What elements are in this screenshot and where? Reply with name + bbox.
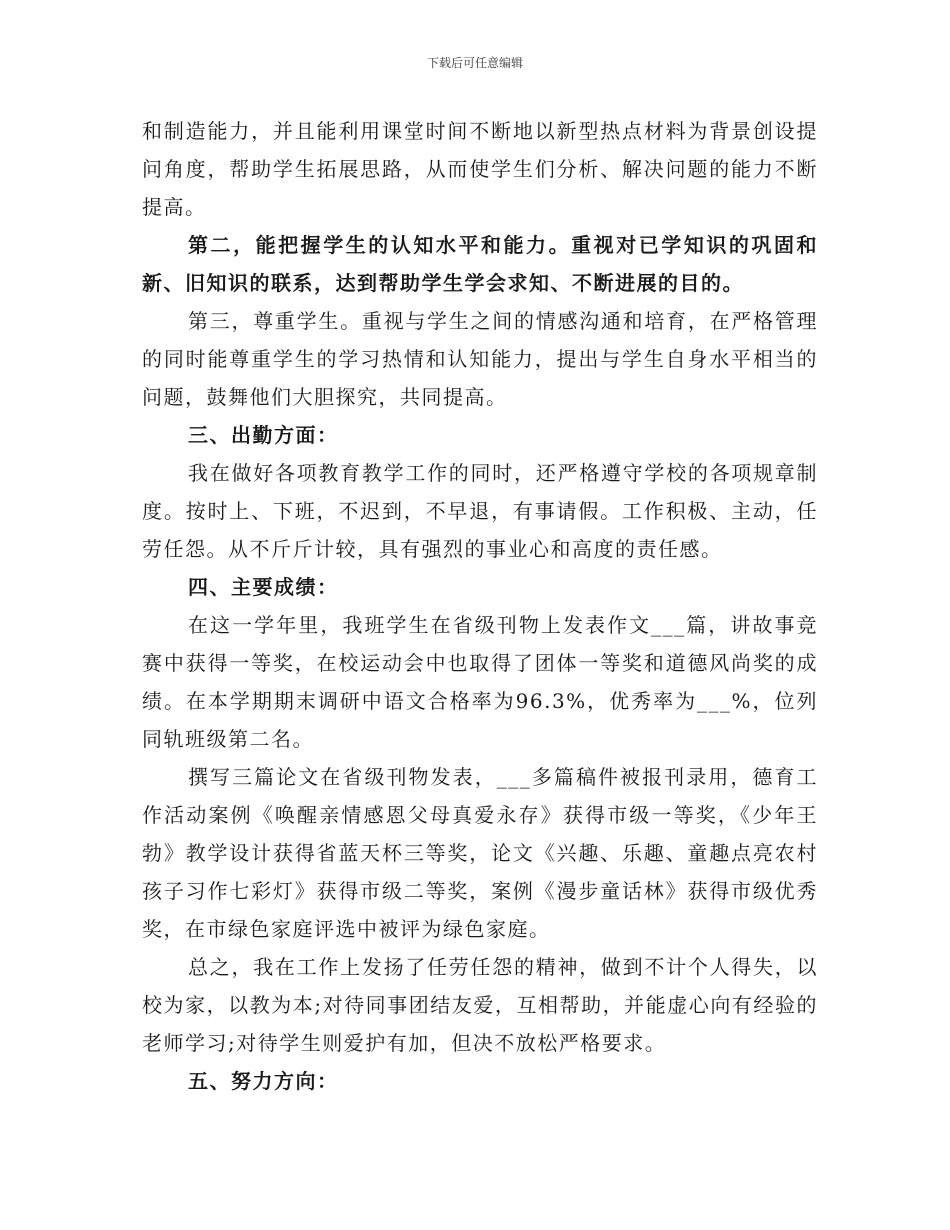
page-header-note: 下载后可任意编辑 — [426, 56, 523, 70]
paragraph-attendance: 我在做好各项教育教学工作的同时，还严格遵守学校的各项规章制度。按时上、下班，不迟到，不早退，有事请假。工作积极、主动，任劳任怨。从不斤斤计较，具有强烈的事业心和高度的责任感。 — [142, 461, 818, 561]
section-heading-achievements: 四、主要成绩： — [188, 575, 339, 599]
paragraph-continuation: 和制造能力，并且能利用课堂时间不断地以新型热点材料为背景创设提问角度，帮助学生拓展思路，从而使学生们分析、解决问题的能力不断提高。 — [142, 119, 818, 219]
section-heading-direction: 五、努力方向： — [188, 1069, 339, 1093]
paragraph-achievements-students: 在这一学年里，我班学生在省级刊物上发表作文___篇，讲故事竞赛中获得一等奖，在校运动会中也取得了团体一等奖和道德风尚奖的成绩。在本学期期末调研中语文合格率为96.3%，优秀率为___%，位列同轨班级第二名。 — [142, 613, 818, 751]
section-heading-attendance: 三、出勤方面： — [188, 423, 339, 447]
paragraph-second-point: 第二，能把握学生的认知水平和能力。重视对已学知识的巩固和新、旧知识的联系，达到帮助学生学会求知、不断进展的目的。 — [142, 233, 818, 295]
paragraph-achievements-papers: 撰写三篇论文在省级刊物发表，___多篇稿件被报刊录用，德育工作活动案例《唤醒亲情感恩父母真爱永存》获得市级一等奖，《少年王勃》教学设计获得省蓝天杯三等奖，论文《兴趣、乐趣、童趣点亮农村孩子习作七彩灯》获得市级二等奖，案例《漫步童话林》获得市级优秀奖，在市绿色家庭评选中被评为绿色家庭。 — [142, 765, 818, 941]
paragraph-summary: 总之，我在工作上发扬了任劳任怨的精神，做到不计个人得失，以校为家，以教为本;对待同事团结友爱，互相帮助，并能虚心向有经验的老师学习;对待学生则爱护有加，但决不放松严格要求。 — [142, 955, 818, 1055]
paragraph-third-point: 第三，尊重学生。重视与学生之间的情感沟通和培育，在严格管理的同时能尊重学生的学习热情和认知能力，提出与学生自身水平相当的问题，鼓舞他们大胆探究，共同提高。 — [142, 309, 818, 409]
document-body — [142, 112, 818, 1100]
